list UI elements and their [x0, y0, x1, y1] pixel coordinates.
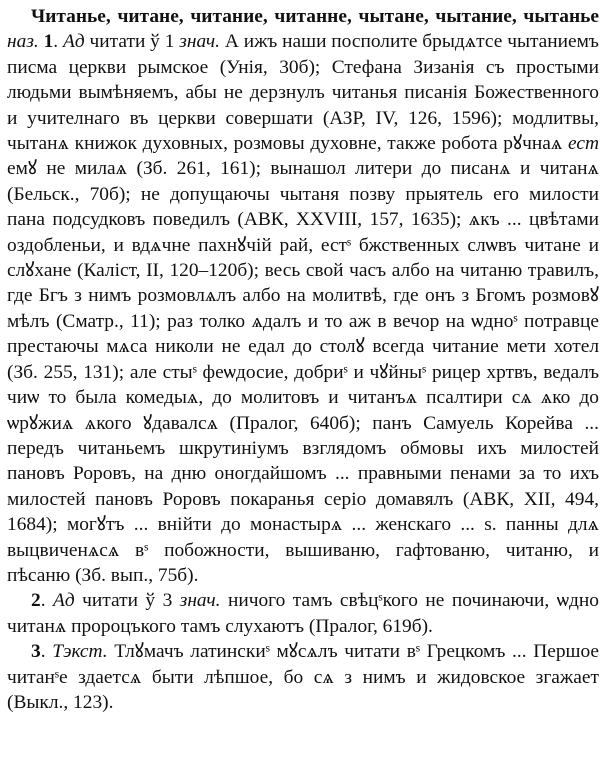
sense-1-citations-b: емꙋ не милаѧ (Зб. 261, 161); вынашол литери до писанѧ и читанѧ (Бельск., 70б); не допущаючы чытаня позву прыятель его милости пана подсудковъ поведилъ (АВК, XXVIII, 157, 1635); ѧкъ ... цвѣтами оздобленьи, и вдѧчне пахнꙋчій рай, естˢ бжственных слѡвъ читане и слꙋхане (Каліст, II, 120–120б); весь свой часъ албо на читаню травилъ, где Бгъ з нимъ розмовлѧлъ албо на молитвѣ, где онъ з Бгомъ розмовꙋ мѣлъ (Сматр., 11); раз толко ѧдалъ и то аж в вечор на ѡдноˢ потравце престаючы мѧса николи не едал до столꙋ всегда читание мети хотел (Зб. 255, 131); але стыˢ феѡдосие, добриˢ и чꙋйныˢ рицер хртвъ, ведалъ чиѡ то была комедыѧ, до молитовъ и читанъѧ псалтири сѧ ѧко до ѡрꙋжиѧ ѧкого ꙋдавалсѧ (Пралог, 640б); панъ Самуель Корейва ... передъ читаньемъ шкрутиніумъ взглядомъ обмовы ихъ милостей пановъ Роровъ, на дню оногдайшомъ ... правными пенами за то ихъ милостей пановъ Роровъ покаранья серіо домавялъ (АВК, XII, 494, 1684); могꙋтъ ... внійти до монастырѧ ... женскаго ... ѕ. панны длѧ выцвиченѧсѧ вˢ побожности, вышиваню, гафтованю, читаню, и пѣсаню (Зб. вып., 75б). — [7, 158, 599, 586]
sense-2-label: Ад — [53, 590, 75, 612]
sense-1-number: 1 — [43, 31, 54, 53]
sense-1-est-word: ест — [568, 133, 599, 155]
entry-headword: Читанье, читане, читание, читанне, чытане, чытание, чытанье — [31, 6, 599, 27]
sense-2-paragraph: 2. Ад читати ў 3 знач. ничого тамъ свѣцˢкого не починаючи, ѡдно читанѧ пророцъкого тамъ слухаютъ (Пралог, 619б). — [7, 590, 599, 637]
sense-2-reference: читати ў 3 — [82, 590, 173, 612]
sense-2-znach: знач. — [179, 590, 221, 612]
part-of-speech: наз. — [7, 31, 39, 53]
sense-1-paragraph: Читанье, читане, читание, читанне, чытане, чытание, чытанье наз. 1. Ад читати ў 1 знач. А ижъ наши посполите брыдѧтсе чытаниемъ писма церкви рымское (Унія, 30б); Стефана Зизанія съ простыми людьми вымѣняемъ, абы не дерзнулъ читанья писанія Божественного и учителнаго въ церкви совершати (АЗР, IV, 126, 1596); модлитвы, чытанѧ книжок духовных, розмовы духовне, также робота рꙋчнаѧ ест емꙋ не милаѧ (Зб. 261, 161); вынашол литери до писанѧ и читанѧ (Бельск., 70б); не допущаючы чытаня позву прыятель его милости пана подсудковъ поведилъ (АВК, XXVIII, 157, 1635); ѧкъ ... цвѣтами оздобленьи, и вдѧчне пахнꙋчій рай, естˢ бжственных слѡвъ читане и слꙋхане (Каліст, II, 120–120б); весь свой часъ албо на читаню травилъ, где Бгъ з нимъ розмовлѧлъ албо на молитвѣ, где онъ з Бгомъ розмовꙋ мѣлъ (Сматр., 11); раз толко ѧдалъ и то аж в вечор на ѡдноˢ потравце престаючы мѧса николи не едал до столꙋ всегда читание мети хотел (Зб. 255, 131); але стыˢ феѡдосие, добриˢ и чꙋйныˢ рицер хртвъ, ведалъ чиѡ то была комедыѧ, до молитовъ и читанъѧ псалтири сѧ ѧко до ѡрꙋжиѧ ѧкого ꙋдавалсѧ (Пралог, 640б); панъ Самуель Корейва ... передъ читаньемъ шкрутиніумъ взглядомъ обмовы ихъ милостей пановъ Роровъ, на дню оногдайшомъ ... правными пенами за то ихъ милостей пановъ Роровъ покаранья серіо домавялъ (АВК, XII, 494, 1684); могꙋтъ ... внійти до монастырѧ ... женскаго ... ѕ. панны длѧ выцвиченѧсѧ вˢ побожности, вышиваню, гафтованю, читаню, и пѣсаню (Зб. вып., 75б). — [7, 6, 599, 586]
sense-3-number: 3 — [31, 641, 41, 663]
sense-1-reference: читати ў 1 — [89, 31, 175, 53]
sense-1-label: Ад — [63, 31, 85, 53]
sense-3-paragraph: 3. Тэкст. Тлꙋмачъ латинскиˢ мꙋсѧлъ читати вˢ Грецкомъ ... Першое читанˢе здаетсѧ быти лѣпшое, бо сѧ з нимъ и жидовское згажает (Выкл., 123). — [7, 641, 599, 713]
sense-2-number: 2 — [31, 590, 41, 612]
sense-3-citation: Тлꙋмачъ латинскиˢ мꙋсѧлъ читати вˢ Грецкомъ ... Першое читанˢе здаетсѧ быти лѣпшое, бо сѧ з нимъ и жидовское згажает (Выкл., 123). — [7, 641, 599, 713]
sense-1-citations-a: А ижъ наши посполите брыдѧтсе чытаниемъ писма церкви рымское (Унія, 30б); Стефана Зизанія съ простыми людьми вымѣняемъ, абы не дерзнулъ читанья писанія Божественного и учителнаго въ церкви совершати (АЗР, IV, 126, 1596); модлитвы, чытанѧ книжок духовных, розмовы духовне, также робота рꙋчнаѧ — [7, 31, 599, 155]
sense-2-citation: ничого тамъ свѣцˢкого не починаючи, ѡдно читанѧ пророцъкого тамъ слухаютъ (Пралог, 619б). — [7, 590, 599, 637]
sense-1-znach: знач. — [179, 31, 221, 53]
sense-3-label: Тэкст. — [52, 641, 108, 663]
